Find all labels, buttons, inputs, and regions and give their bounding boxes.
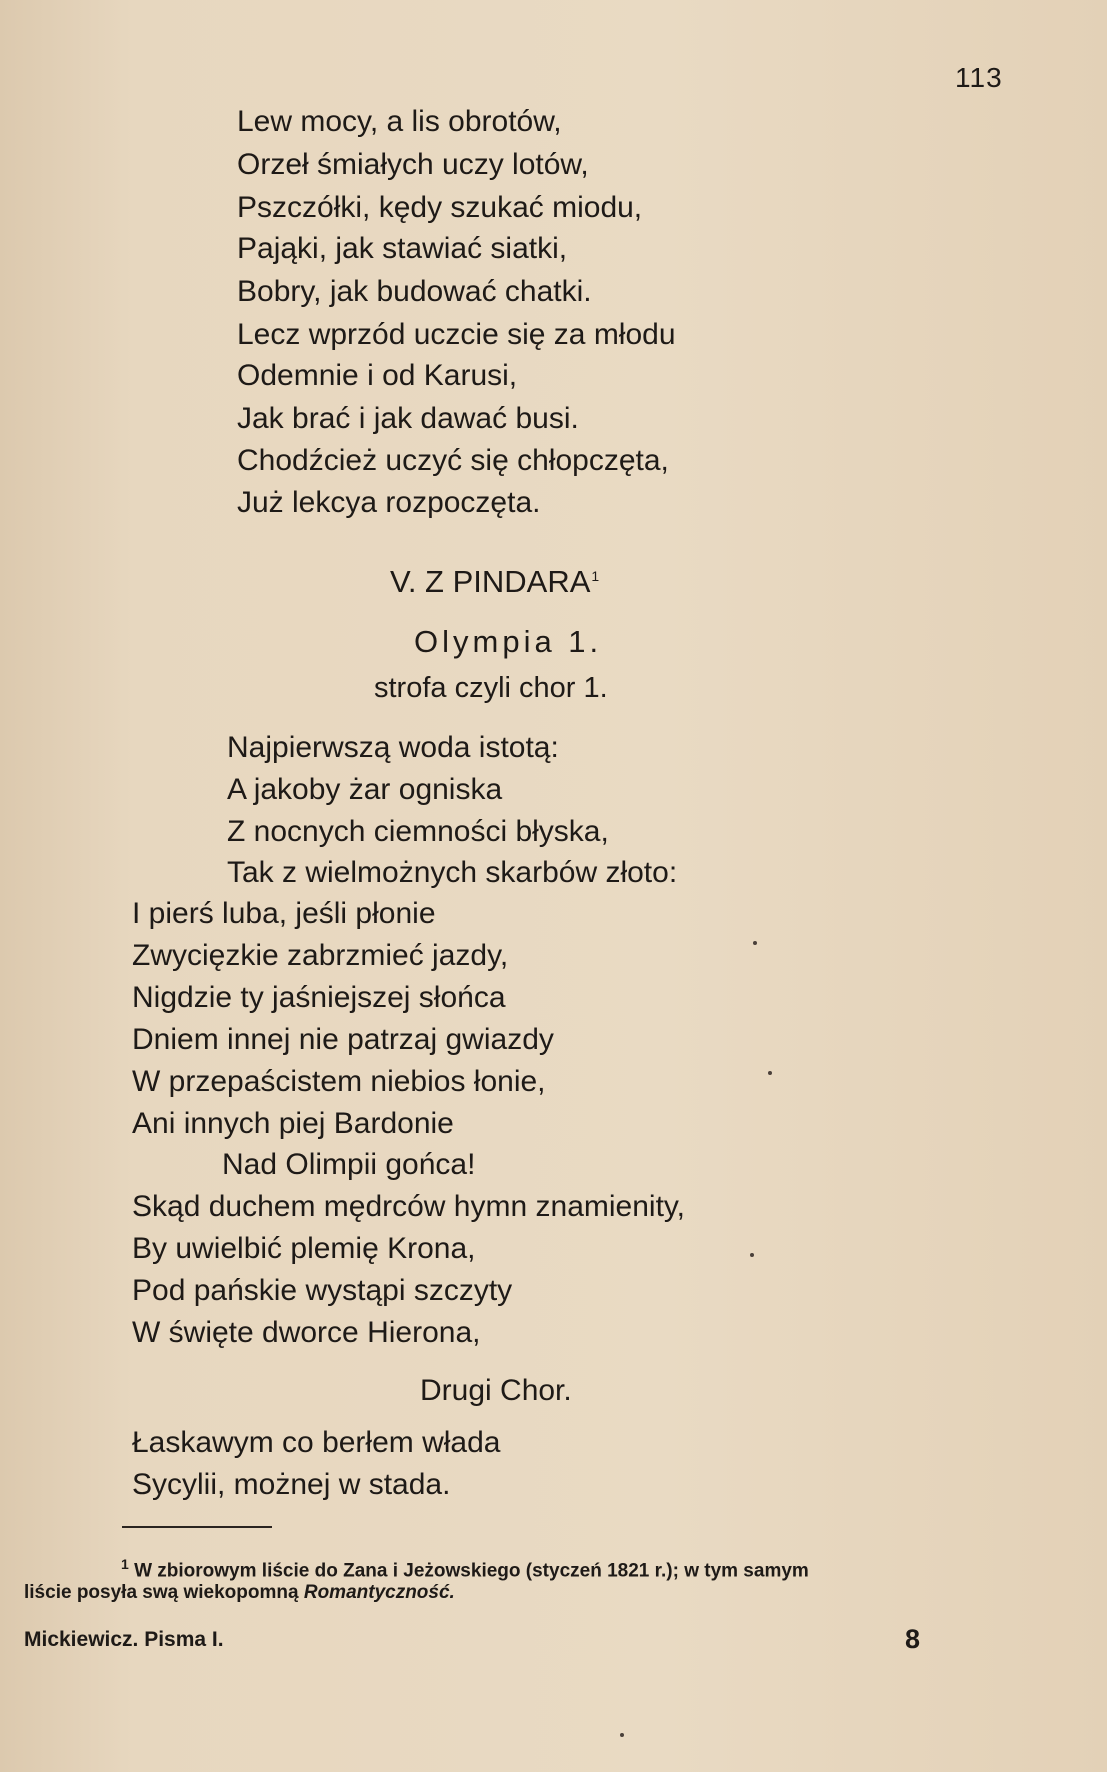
paper-speck [753, 941, 757, 945]
verse-line: A jakoby żar ogniska [227, 773, 503, 806]
footnote-divider [122, 1526, 272, 1528]
section-title-text: V. Z PINDARA [390, 564, 591, 599]
footnote-text: liście posyła swą wiekopomną [24, 1582, 304, 1603]
verse-line: Łaskawym co berłem włada [132, 1426, 501, 1459]
verse-line: Dniem innej nie patrzaj gwiazdy [132, 1023, 554, 1056]
verse-line: W święte dworce Hierona, [132, 1316, 481, 1349]
footnote-text: W zbiorowym liście do Zana i Jeżowskiego (styczeń 1821 r.); w tym samym [134, 1560, 809, 1582]
verse-line: Lew mocy, a lis obrotów, [237, 105, 562, 138]
verse-line: Skąd duchem mędrców hymn znamienity, [132, 1190, 686, 1223]
section-subtitle: Olympia 1. [414, 624, 603, 659]
footnote-line-1 [120, 1557, 809, 1580]
verse-line: I pierś luba, jeśli płonie [132, 897, 436, 930]
verse-line: Chodźcież uczyć się chłopczęta, [237, 444, 669, 477]
signature-number: 8 [905, 1624, 921, 1654]
verse-line: Ani innych piej Bardonie [132, 1107, 454, 1140]
verse-line: By uwielbić plemię Krona, [132, 1232, 476, 1265]
verse-line: Bobry, jak budować chatki. [237, 275, 592, 308]
section-title [390, 566, 599, 597]
paper-speck [750, 1253, 754, 1257]
paper-speck [620, 1733, 624, 1737]
verse-line: Jak brać i jak dawać busi. [237, 402, 579, 435]
verse-line: Pająki, jak stawiać siatki, [237, 232, 568, 265]
verse-line: W przepaścistem niebios łonie, [132, 1065, 546, 1098]
verse-line: Zwycięzkie zabrzmieć jazdy, [132, 939, 509, 972]
verse-line: Już lekcya rozpoczęta. [237, 486, 541, 519]
verse-line: Odemnie i od Karusi, [237, 359, 518, 392]
signature-mark: Mickiewicz. Pisma I. [24, 1628, 224, 1651]
paper-speck [768, 1071, 772, 1075]
verse-line: Pod pańskie wystąpi szczyty [132, 1274, 513, 1307]
verse-line: Najpierwszą woda istotą: [227, 731, 559, 764]
strophe-heading: strofa czyli chor 1. [374, 672, 608, 704]
footnote-line-2 [24, 1583, 455, 1602]
verse-line: Tak z wielmożnych skarbów złoto: [227, 856, 678, 889]
verse-line: Sycylii, możnej w stada. [132, 1468, 451, 1501]
verse-line: Orzeł śmiałych uczy lotów, [237, 148, 589, 181]
footnote-reference: 1 [591, 567, 600, 584]
footnote-mark: 1 [121, 1556, 129, 1572]
verse-line: Pszczółki, kędy szukać miodu, [237, 191, 643, 224]
verse-line: Z nocnych ciemności błyska, [227, 815, 609, 848]
footnote-italic-title: Romantyczność. [303, 1582, 455, 1603]
page-number: 113 [955, 62, 1003, 93]
verse-line: Nad Olimpii gońca! [222, 1148, 476, 1181]
second-chorus-heading: Drugi Chor. [420, 1374, 572, 1407]
verse-line: Nigdzie ty jaśniejszej słońca [132, 981, 506, 1014]
verse-line: Lecz wprzód uczcie się za młodu [237, 318, 676, 351]
